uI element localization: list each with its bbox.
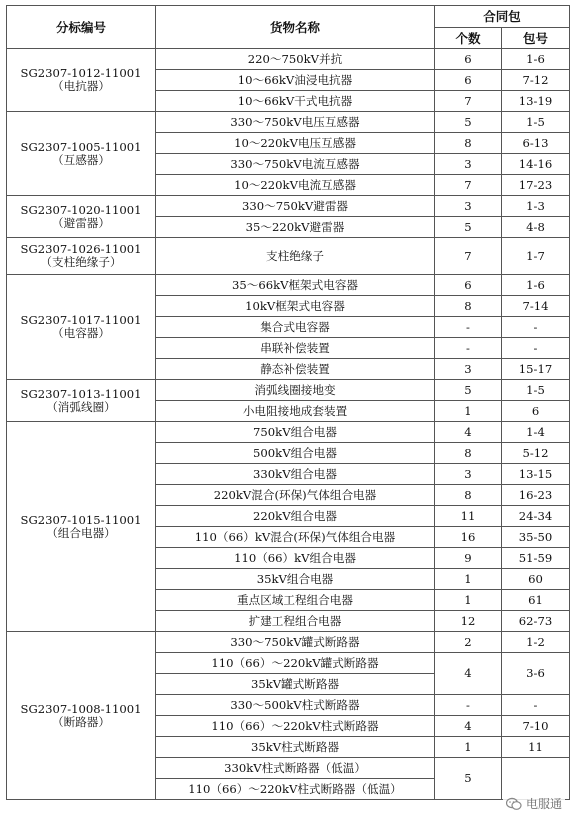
- goods-name: 重点区域工程组合电器: [156, 590, 435, 611]
- package-no: 62-73: [502, 611, 570, 632]
- goods-name: 10～66kV干式电抗器: [156, 91, 435, 112]
- section-code: SG2307-1015-11001: [20, 512, 142, 527]
- goods-name: 330～750kV电压互感器: [156, 112, 435, 133]
- section-name: （消弧线圈）: [46, 399, 116, 414]
- section-name: （电抗器）: [52, 79, 110, 93]
- package-count: 7: [435, 175, 502, 196]
- section-code: SG2307-1017-11001: [20, 313, 142, 327]
- section-cell: [7, 275, 156, 380]
- package-count: 11: [435, 506, 502, 527]
- package-count: 12: [435, 611, 502, 632]
- table-row: [7, 238, 570, 275]
- table-row: [7, 422, 570, 443]
- table-row: [7, 380, 570, 401]
- section-name: （支柱绝缘子）: [40, 255, 122, 269]
- goods-name: 330kV组合电器: [156, 464, 435, 485]
- goods-name: 小电阻接地成套装置: [156, 401, 435, 422]
- package-no: 7-12: [502, 70, 570, 91]
- section-cell: [7, 238, 156, 275]
- package-count: 6: [435, 275, 502, 296]
- package-count: 8: [435, 485, 502, 506]
- package-count: 9: [435, 548, 502, 569]
- package-no: 7-14: [502, 296, 570, 317]
- package-no: 13-15: [502, 464, 570, 485]
- package-no: 60: [502, 569, 570, 590]
- package-no: 1-4: [502, 422, 570, 443]
- package-count: 3: [435, 154, 502, 175]
- table-row: [7, 275, 570, 296]
- goods-name: 10～220kV电压互感器: [156, 133, 435, 154]
- watermark-text: 电服通: [525, 797, 562, 811]
- package-count: 4: [435, 422, 502, 443]
- header-package-no: 包号: [502, 28, 570, 49]
- section-cell: [7, 49, 156, 112]
- package-no: 61: [502, 590, 570, 611]
- table-row: [7, 632, 570, 653]
- package-no: 1-6: [502, 275, 570, 296]
- goods-name: 支柱绝缘子: [156, 238, 435, 275]
- package-no: 1-5: [502, 380, 570, 401]
- section-name: （电容器）: [52, 326, 110, 340]
- package-no: 51-59: [502, 548, 570, 569]
- package-count: 4: [435, 653, 502, 695]
- table-row: [7, 196, 570, 217]
- goods-name: 220kV混合(环保)气体组合电器: [156, 485, 435, 506]
- package-no: -: [502, 317, 570, 338]
- goods-name: 静态补偿装置: [156, 359, 435, 380]
- package-no: 11: [502, 737, 570, 758]
- package-no: 24-34: [502, 506, 570, 527]
- package-count: 5: [435, 380, 502, 401]
- package-no: 6: [502, 401, 570, 422]
- document-page: [6, 5, 569, 800]
- package-no: 13-19: [502, 91, 570, 112]
- package-no: 1-6: [502, 49, 570, 70]
- section-cell: [7, 422, 156, 632]
- package-count: 8: [435, 296, 502, 317]
- section-name: （断路器）: [52, 714, 110, 729]
- section-cell: [7, 380, 156, 422]
- table-row: [7, 112, 570, 133]
- goods-name: 330～750kV避雷器: [156, 196, 435, 217]
- section-cell: [7, 112, 156, 196]
- package-no: 1-2: [502, 632, 570, 653]
- package-no: 6-13: [502, 133, 570, 154]
- package-count: 4: [435, 716, 502, 737]
- package-count: 7: [435, 238, 502, 275]
- goods-name: 330～500kV柱式断路器: [156, 695, 435, 716]
- package-no: 15-17: [502, 359, 570, 380]
- goods-name: 330～750kV电流互感器: [156, 154, 435, 175]
- goods-name: 220kV组合电器: [156, 506, 435, 527]
- package-count: 6: [435, 70, 502, 91]
- goods-name: 串联补偿装置: [156, 338, 435, 359]
- goods-name: 500kV组合电器: [156, 443, 435, 464]
- package-count: 5: [435, 217, 502, 238]
- section-code: SG2307-1005-11001: [20, 139, 142, 154]
- package-count: -: [435, 338, 502, 359]
- procurement-table: [6, 5, 570, 800]
- package-no: 4-8: [502, 217, 570, 238]
- section-code: SG2307-1020-11001: [20, 202, 142, 217]
- package-count: 1: [435, 569, 502, 590]
- package-no: 14-16: [502, 154, 570, 175]
- package-count: 1: [435, 401, 502, 422]
- goods-name: 750kV组合电器: [156, 422, 435, 443]
- header-count: 个数: [435, 28, 502, 49]
- package-count: 1: [435, 737, 502, 758]
- goods-name: 110（66）～220kV柱式断路器（低温）: [156, 779, 435, 800]
- goods-name: 110（66）～220kV罐式断路器: [156, 653, 435, 674]
- section-cell: [7, 196, 156, 238]
- header-contract-package: 合同包: [435, 6, 570, 28]
- section-code: SG2307-1008-11001: [20, 701, 142, 716]
- package-count: 7: [435, 91, 502, 112]
- goods-name: 35kV罐式断路器: [156, 674, 435, 695]
- goods-name: 35～220kV避雷器: [156, 217, 435, 238]
- package-count: 16: [435, 527, 502, 548]
- package-no: 17-23: [502, 175, 570, 196]
- section-code: SG2307-1012-11001: [20, 66, 142, 80]
- package-no: 7-10: [502, 716, 570, 737]
- goods-name: 10～66kV油浸电抗器: [156, 70, 435, 91]
- package-no: 5-12: [502, 443, 570, 464]
- package-no: 16-23: [502, 485, 570, 506]
- section-code: SG2307-1013-11001: [20, 386, 142, 401]
- goods-name: 消弧线圈接地变: [156, 380, 435, 401]
- header-section-no: 分标编号: [7, 6, 156, 49]
- goods-name: 110（66）kV混合(环保)气体组合电器: [156, 527, 435, 548]
- package-no: 35-50: [502, 527, 570, 548]
- goods-name: 10kV框架式电容器: [156, 296, 435, 317]
- package-count: 5: [435, 758, 502, 800]
- goods-name: 330～750kV罐式断路器: [156, 632, 435, 653]
- section-cell: [7, 632, 156, 800]
- package-count: 1: [435, 590, 502, 611]
- section-name: （互感器）: [52, 152, 110, 167]
- goods-name: 110（66）～220kV柱式断路器: [156, 716, 435, 737]
- table-row: [7, 49, 570, 70]
- package-count: 5: [435, 112, 502, 133]
- package-no: 1-7: [502, 238, 570, 275]
- package-no: -: [502, 695, 570, 716]
- package-no: -: [502, 338, 570, 359]
- package-count: 8: [435, 443, 502, 464]
- package-no: 3-6: [502, 653, 570, 695]
- package-no: 1-5: [502, 112, 570, 133]
- goods-name: 220～750kV并抗: [156, 49, 435, 70]
- section-name: （避雷器）: [52, 215, 110, 230]
- goods-name: 集合式电容器: [156, 317, 435, 338]
- package-count: 3: [435, 464, 502, 485]
- goods-name: 35kV组合电器: [156, 569, 435, 590]
- watermark: [503, 794, 565, 813]
- header-goods-name: 货物名称: [156, 6, 435, 49]
- goods-name: 330kV柱式断路器（低温）: [156, 758, 435, 779]
- package-count: 3: [435, 359, 502, 380]
- package-count: 3: [435, 196, 502, 217]
- package-count: -: [435, 317, 502, 338]
- goods-name: 35～66kV框架式电容器: [156, 275, 435, 296]
- goods-name: 110（66）kV组合电器: [156, 548, 435, 569]
- section-code: SG2307-1026-11001: [20, 242, 142, 256]
- goods-name: 35kV柱式断路器: [156, 737, 435, 758]
- package-count: 8: [435, 133, 502, 154]
- goods-name: 扩建工程组合电器: [156, 611, 435, 632]
- wechat-icon: [506, 797, 522, 811]
- section-name: （组合电器）: [46, 525, 116, 540]
- package-count: 2: [435, 632, 502, 653]
- package-no: 1-3: [502, 196, 570, 217]
- package-count: -: [435, 695, 502, 716]
- package-count: 6: [435, 49, 502, 70]
- goods-name: 10～220kV电流互感器: [156, 175, 435, 196]
